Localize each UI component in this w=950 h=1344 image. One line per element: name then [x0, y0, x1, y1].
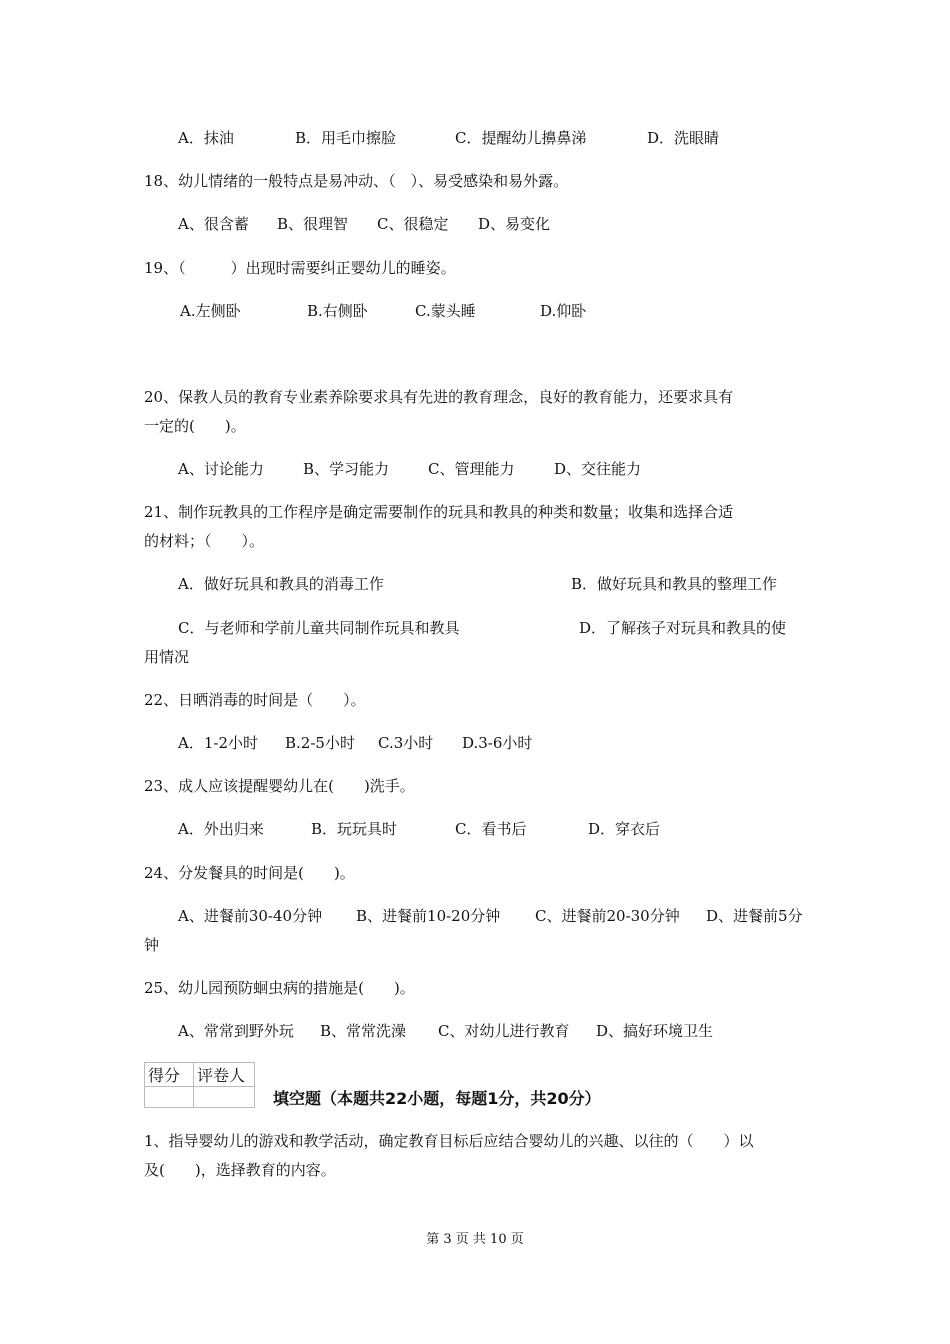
q23-option-d: D．穿衣后 [588, 820, 661, 838]
score-cell [145, 1087, 194, 1108]
q20-stem-line1: 20、保教人员的教育专业素养除要求具有先进的教育理念，良好的教育能力，还要求具有 [144, 388, 734, 406]
q17-option-c: C．提醒幼儿擤鼻涕 [455, 129, 587, 147]
q22-options [0, 733, 950, 753]
q18-option-a: A、很含蓄 [178, 215, 249, 233]
q19-option-a: A.左侧卧 [180, 302, 241, 320]
fill1-line2: 及( )，选择教育的内容。 [144, 1161, 336, 1179]
q25-option-d: D、搞好环境卫生 [596, 1022, 714, 1040]
q19-stem: 19、（ ）出现时需要纠正婴幼儿的睡姿。 [144, 259, 456, 277]
q19-option-c: C.蒙头睡 [415, 302, 476, 320]
q21-option-d-wrap: 用情况 [144, 648, 190, 666]
q20-option-d: D、交往能力 [554, 460, 642, 478]
q25-option-a: A、常常到野外玩 [178, 1022, 294, 1040]
q21-stem-line1: 21、制作玩教具的工作程序是确定需要制作的玩具和教具的种类和数量；收集和选择合适 [144, 503, 734, 521]
q19-option-d: D.仰卧 [540, 302, 587, 320]
fill1-line1: 1、指导婴幼儿的游戏和教学活动，确定教育目标后应结合婴幼儿的兴趣、以往的（ ）以 [144, 1132, 754, 1150]
q22-option-c: C.3小时 [378, 734, 434, 752]
q24-option-d-wrap: 钟 [144, 936, 160, 954]
q23-stem: 23、成人应该提醒婴幼儿在( )洗手。 [144, 777, 415, 795]
score-table [144, 1062, 255, 1108]
q23-option-b: B．玩玩具时 [311, 820, 398, 838]
score-header: 得分 [145, 1063, 194, 1087]
q17-options [0, 128, 950, 148]
q21-option-c: C．与老师和学前儿童共同制作玩具和教具 [178, 619, 460, 637]
q21-option-a: A．做好玩具和教具的消毒工作 [178, 575, 384, 593]
q19-options [0, 301, 950, 321]
q18-stem: 18、幼儿情绪的一般特点是易冲动、（ ）、易受感染和易外露。 [144, 172, 569, 190]
q24-option-c: C、进餐前20-30分钟 [535, 907, 680, 925]
q20-option-a: A、讨论能力 [178, 460, 264, 478]
q24-option-a: A、进餐前30-40分钟 [178, 907, 323, 925]
q17-option-d: D．洗眼睛 [647, 129, 720, 147]
q22-stem: 22、日晒消毒的时间是（ ）。 [144, 691, 366, 709]
q20-option-b: B、学习能力 [303, 460, 390, 478]
q18-option-d: D、易变化 [478, 215, 551, 233]
q25-option-b: B、常常洗澡 [320, 1022, 407, 1040]
q20-options [0, 459, 950, 479]
q18-option-c: C、很稳定 [377, 215, 449, 233]
q22-option-b: B.2-5小时 [285, 734, 355, 752]
q22-option-a: A．1-2小时 [178, 734, 258, 752]
q20-option-c: C、管理能力 [428, 460, 515, 478]
q24-stem: 24、分发餐具的时间是( )。 [144, 864, 355, 882]
q22-option-d: D.3-6小时 [462, 734, 533, 752]
q21-option-d: D．了解孩子对玩具和教具的使 [579, 619, 787, 637]
q23-option-a: A．外出归来 [178, 820, 264, 838]
q21-stem-line2: 的材料；（ ）。 [144, 532, 265, 550]
page-footer: 第 3 页 共 10 页 [426, 1232, 524, 1247]
q24-option-d: D、进餐前5分 [706, 907, 803, 925]
q18-option-b: B、很理智 [277, 215, 349, 233]
section-title: 填空题（本题共22小题，每题1分，共20分） [273, 1089, 601, 1108]
q23-options [0, 819, 950, 839]
q25-options [0, 1021, 950, 1041]
q23-option-c: C．看书后 [455, 820, 527, 838]
q17-option-b: B．用毛巾擦脸 [295, 129, 397, 147]
q19-option-b: B.右侧卧 [307, 302, 368, 320]
q18-options [0, 214, 950, 234]
q20-stem-line2: 一定的( )。 [144, 417, 246, 435]
q25-option-c: C、对幼儿进行教育 [438, 1022, 570, 1040]
q21-option-b: B．做好玩具和教具的整理工作 [571, 575, 778, 593]
q24-options [0, 906, 950, 926]
q17-option-a: A．抹油 [178, 129, 234, 147]
grader-cell [194, 1087, 255, 1108]
q25-stem: 25、幼儿园预防蛔虫病的措施是( )。 [144, 979, 415, 997]
q24-option-b: B、进餐前10-20分钟 [356, 907, 501, 925]
grader-header: 评卷人 [194, 1063, 255, 1087]
